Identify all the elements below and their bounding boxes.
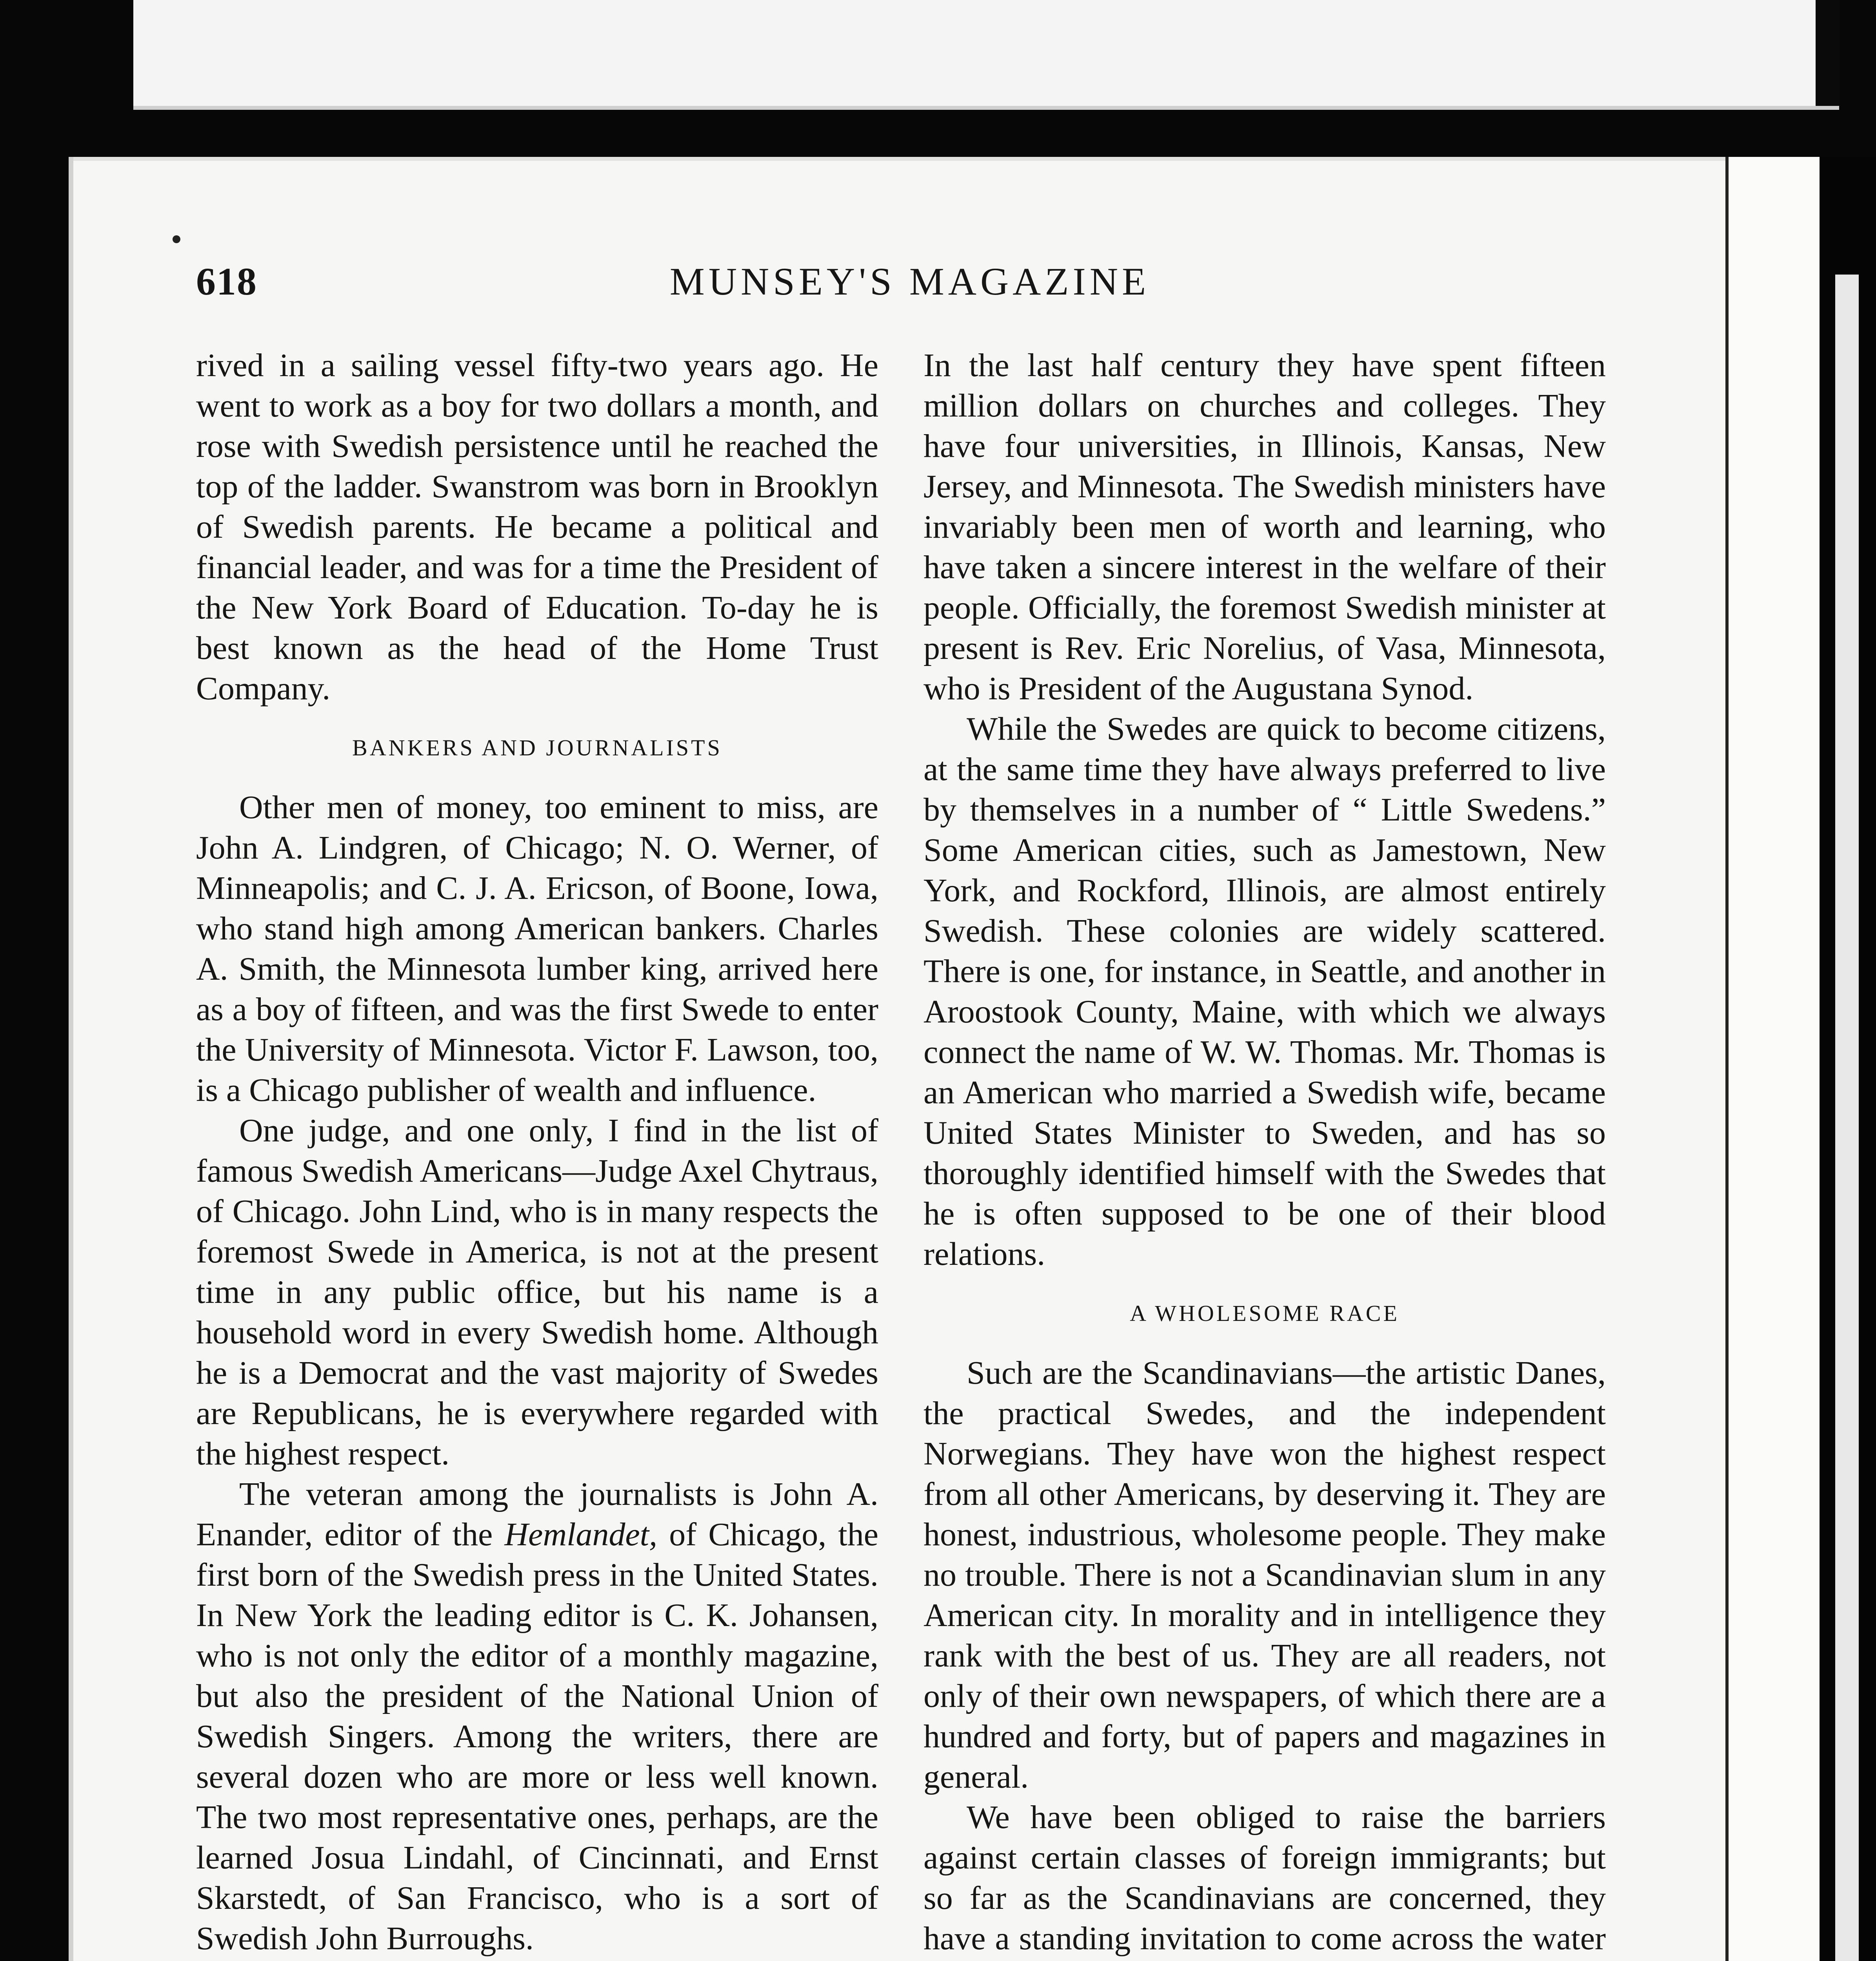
paragraph: In the last half century they have spent fifteen million dollars on churches and colleges. They have four universities, in Illinois, Kansas, New Jersey, and Minnesota. The Swedish ministers have invariably been men of worth and learning, who have taken a sincere interest in the welfare of their people. Officially, the foremost Swedish minister at present is Rev. Eric Norelius, of Vasa, Minnesota, who is President of the Augustana Synod. (923, 347, 1606, 707)
paragraph-text: of Chicago, the first born of the Swedish press in the United States. In New York the leading editor is C. K. Johansen, who is not only the editor of a monthly magazine, but also the president of the National Union of Swedish Singers. Among the writers, there are several dozen who are more or less well known. The two most representative ones, perhaps, are the learned Josua Lindahl, of Cincinnati, and Ernst Skarstedt, of San Francisco, who is a sort of Swedish John Burroughs. (196, 1516, 878, 1957)
next-page-edge (1835, 275, 1859, 1961)
paragraph: Other men of money, too eminent to miss, are John A. Lindgren, of Chicago; N. O. Werner, of Minneapolis; and C. J. A. Ericson, of Boone, Iowa, who stand high among American bankers. Charles A. Smith, the Minnesota lumber king, arrived here as a boy of fifteen, and was the first Swede to enter the University of Minnesota. Victor F. Lawson, too, is a Chicago publisher of wealth and influence. (196, 789, 878, 1108)
section-heading: A WHOLESOME RACE (1130, 1301, 1400, 1326)
right-column (923, 345, 1606, 1961)
paragraph: One judge, and one only, I find in the list of famous Swedish Americans—Judge Axel Chytraus, of Chicago. John Lind, who is in many respects the foremost Swede in America, is not at the present time in any public office, but his name is a household word in every Swedish home. Although he is a Democrat and the vast majority of Swedes are Republicans, he is everywhere regarded with the highest respect. (196, 1112, 878, 1472)
newspaper-title: Hemlandet, (504, 1516, 658, 1553)
page-header (196, 259, 1623, 318)
paragraph: rived in a sailing vessel fifty-two years ago. He went to work as a boy for two dollars a month, and rose with Swedish persistence until he reached the top of the ladder. Swanstrom was born in Brooklyn of Swedish parents. He became a political and financial leader, and was for a time the President of the New York Board of Education. To-day he is best known as the head of the Home Trust Company. (196, 347, 878, 707)
section-heading: BANKERS AND JOURNALISTS (352, 735, 722, 760)
page-number: 618 (196, 260, 257, 303)
scan-dot (173, 235, 180, 243)
page-spine (1725, 157, 1823, 1961)
left-column (196, 345, 878, 1961)
paragraph (196, 1959, 878, 1961)
paragraph (196, 1474, 878, 1959)
paragraph: While the Swedes are quick to become citizens, at the same time they have always preferred to live by themselves in a number of “ Little Swedens.” Some American cities, such as Jamestown, New York, and Rockford, Illinois, are almost entirely Swedish. These colonies are widely scattered. There is one, for instance, in Seattle, and another in Aroostook County, Maine, with which we always connect the name of W. W. Thomas. Mr. Thomas is an American who married a Swedish wife, became United States Minister to Sweden, and has so thoroughly identified himself with the Swedes that he is often supposed to be one of their blood relations. (923, 711, 1606, 1272)
paragraph: We have been obliged to raise the barriers against certain classes of foreign immigrants; but so far as the Scandinavians are concerned, they have a standing invitation to come across the water (923, 1799, 1606, 1957)
paragraph-text: The veteran among the journalists is John A. Enander, editor of the (196, 1476, 878, 1553)
running-head: MUNSEY'S MAGAZINE (669, 260, 1150, 303)
previous-page-edge (133, 0, 1839, 110)
paragraph: Such are the Scandinavians—the artistic Danes, the practical Swedes, and the independent Norwegians. They have won the highest respect from all other Americans, by deserving it. They are honest, industrious, wholesome people. They make no trouble. There is not a Scandinavian slum in any American city. In morality and in intelligence they rank with the best of us. They are all readers, not only of their own newspapers, of which there are a hundred and forty, but of papers and magazines in general. (923, 1355, 1606, 1795)
previous-page-shadow (1816, 0, 1839, 106)
